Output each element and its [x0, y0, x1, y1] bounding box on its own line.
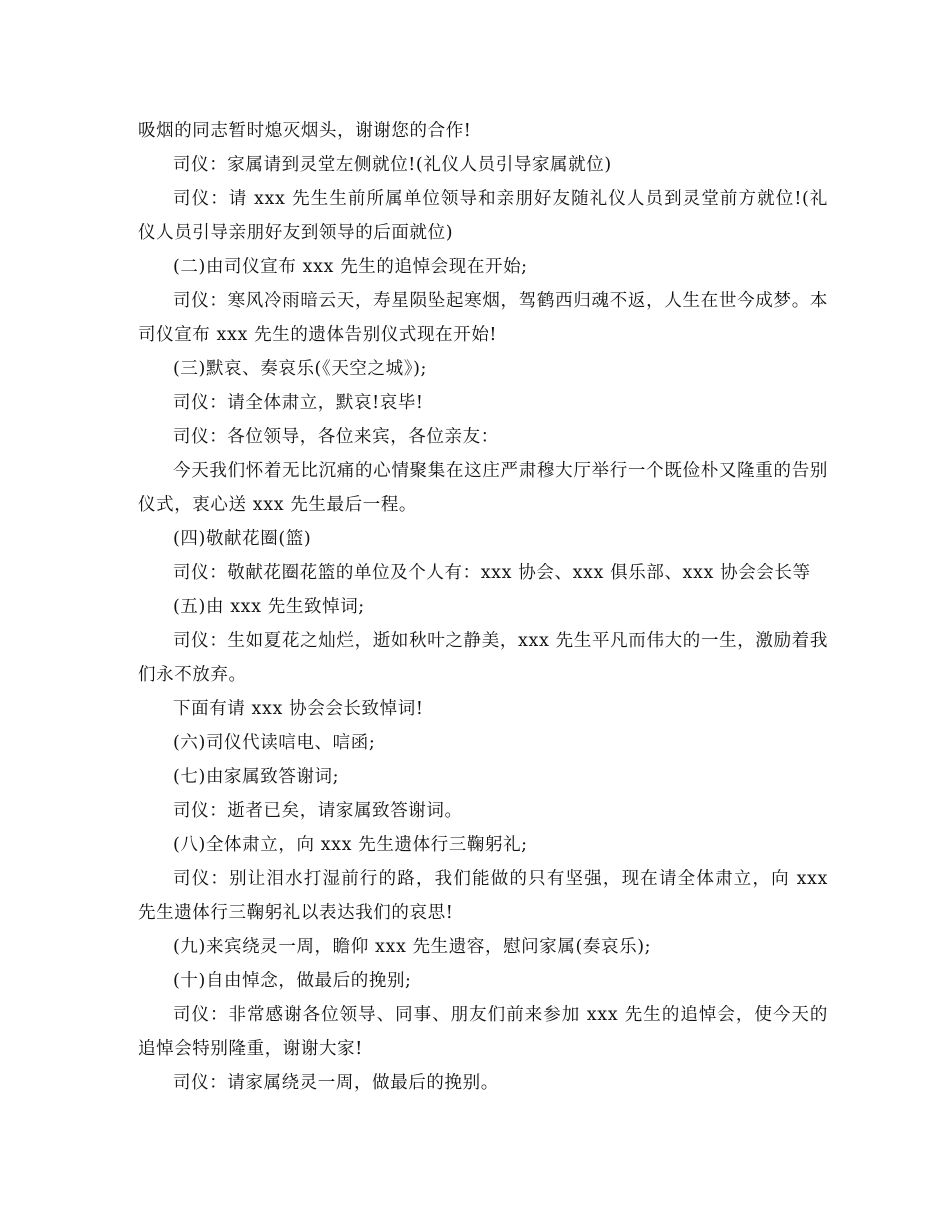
paragraph-1: 吸烟的同志暂时熄灭烟头，谢谢您的合作!: [138, 121, 472, 141]
paragraph-9: 今天我们怀着无比沉痛的心情聚集在这庄严肃穆大厅举行一个既俭朴又隆重的告别仪式，衷心送 xxx 先生最后一程。: [138, 461, 828, 515]
document-body: [138, 114, 828, 1100]
paragraph-2: 司仪：家属请到灵堂左侧就位!(礼仪人员引导家属就位): [173, 155, 612, 175]
paragraph-15: (六)司仪代读唁电、唁函;: [173, 733, 376, 753]
paragraph-19: 司仪：别让泪水打湿前行的路，我们能做的只有坚强，现在请全体肃立，向 xxx 先生遗体行三鞠躬礼以表达我们的哀思!: [138, 869, 828, 923]
paragraph-14: 下面有请 xxx 协会会长致悼词!: [173, 699, 424, 719]
paragraph-21: (十)自由悼念，做最后的挽别;: [173, 971, 412, 991]
paragraph-10: (四)敬献花圈(篮): [173, 529, 312, 549]
paragraph-12: (五)由 xxx 先生致悼词;: [173, 597, 365, 617]
paragraph-18: (八)全体肃立，向 xxx 先生遗体行三鞠躬礼;: [173, 835, 528, 855]
paragraph-13: 司仪：生如夏花之灿烂，逝如秋叶之静美，xxx 先生平凡而伟大的一生，激励着我们永不放弃。: [138, 631, 828, 685]
paragraph-20: (九)来宾绕灵一周，瞻仰 xxx 先生遗容，慰问家属(奏哀乐);: [173, 937, 652, 957]
paragraph-8: 司仪：各位领导，各位来宾，各位亲友：: [173, 427, 499, 447]
paragraph-16: (七)由家属致答谢词;: [173, 767, 340, 787]
paragraph-11: 司仪：敬献花圈花篮的单位及个人有：xxx 协会、xxx 俱乐部、xxx 协会会长等: [173, 563, 811, 583]
paragraph-17: 司仪：逝者已矣，请家属致答谢词。: [173, 801, 463, 821]
paragraph-22: 司仪：非常感谢各位领导、同事、朋友们前来参加 xxx 先生的追悼会，使今天的追悼会特别隆重，谢谢大家!: [138, 1005, 828, 1059]
paragraph-23: 司仪：请家属绕灵一周，做最后的挽别。: [173, 1073, 499, 1093]
paragraph-3: 司仪：请 xxx 先生生前所属单位领导和亲朋好友随礼仪人员到灵堂前方就位!(礼仪人员引导亲朋好友到领导的后面就位): [138, 189, 828, 243]
paragraph-6: (三)默哀、奏哀乐(《天空之城》);: [173, 359, 428, 379]
paragraph-4: (二)由司仪宣布 xxx 先生的追悼会现在开始;: [173, 257, 528, 277]
paragraph-7: 司仪：请全体肃立，默哀!哀毕!: [173, 393, 424, 413]
paragraph-5: 司仪：寒风冷雨暗云天，寿星陨坠起寒烟，驾鹤西归魂不返，人生在世今成梦。本司仪宣布 xxx 先生的遗体告别仪式现在开始!: [138, 291, 828, 345]
